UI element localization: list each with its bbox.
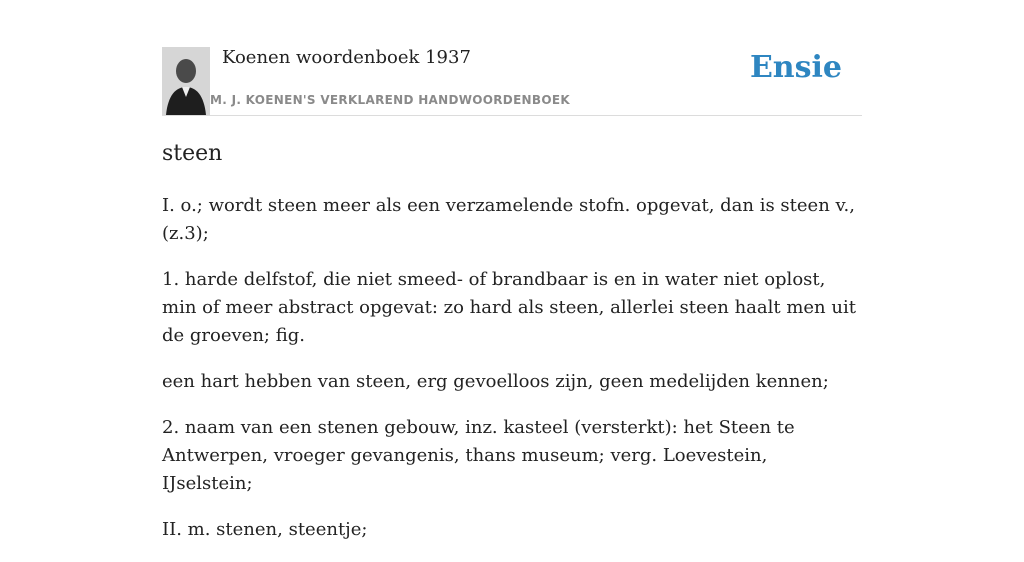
brand-logo[interactable]: Ensie xyxy=(749,50,842,85)
portrait-photo-icon xyxy=(162,47,210,115)
dictionary-subtitle: M. J. KOENEN'S VERKLAREND HANDWOORDENBOEK xyxy=(210,93,570,107)
site-header xyxy=(162,46,862,116)
entry-content xyxy=(162,138,862,562)
dictionary-title[interactable]: Koenen woordenboek 1937 xyxy=(222,47,471,68)
entry-paragraph: 1. harde delfstof, die niet smeed- of brandbaar is en in water niet oplost, min of meer abstract opgevat: zo hard als steen, allerlei steen haalt men uit de groeven; fig. xyxy=(162,269,856,346)
avatar[interactable] xyxy=(162,47,210,115)
entry-paragraph: I. o.; wordt steen meer als een verzamelende stofn. opgevat, dan is steen v., (z.3); xyxy=(162,195,855,244)
entry-headword: steen xyxy=(162,141,223,166)
entry-paragraph: II. m. stenen, steentje; xyxy=(162,519,368,540)
entry-paragraph: een hart hebben van steen, erg gevoelloos zijn, geen medelijden kennen; xyxy=(162,371,829,392)
entry-paragraph: 2. naam van een stenen gebouw, inz. kasteel (versterkt): het Steen te Antwerpen, vroeger gevangenis, thans museum; verg. Loevestein, IJselstein; xyxy=(162,417,795,494)
